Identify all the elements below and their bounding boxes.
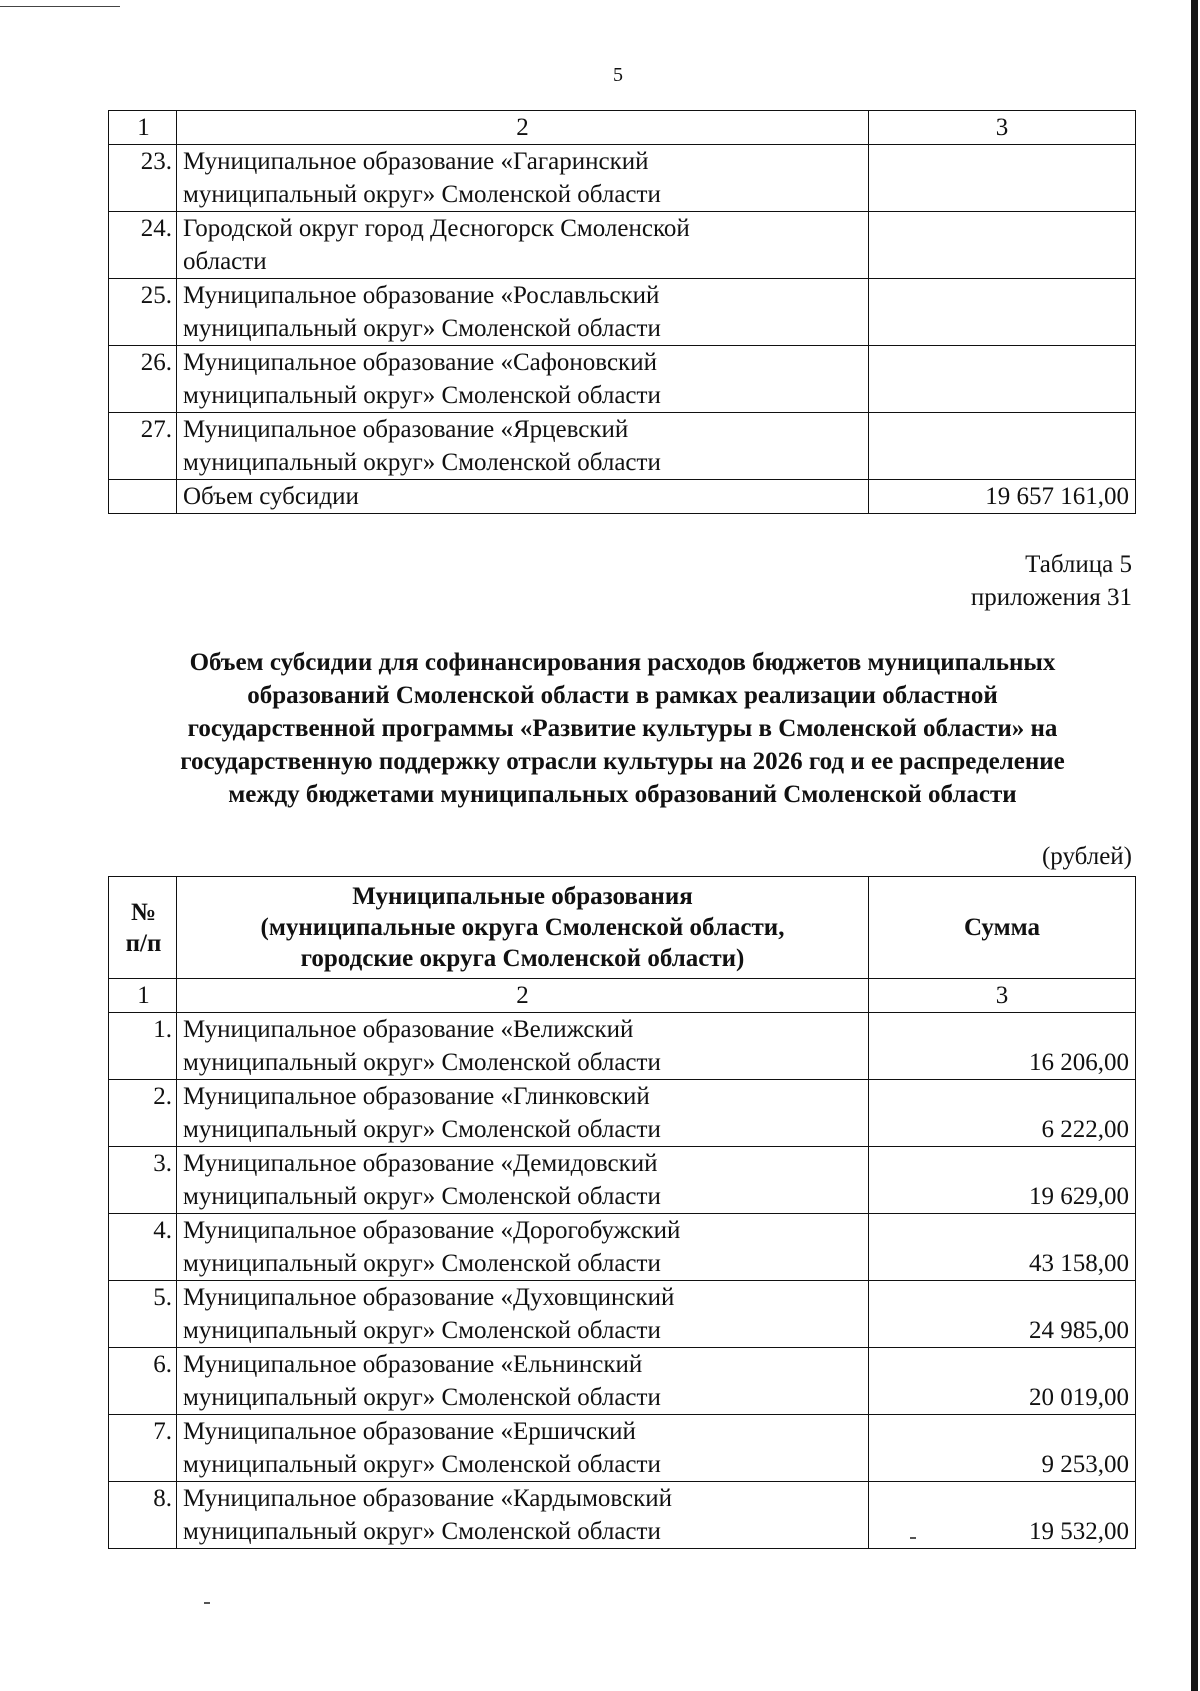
table-row [109,1348,1136,1415]
title-line: государственной программы «Развитие культуры в Смоленской области» на [187,715,1058,742]
total-row-number [109,480,177,514]
row-number: 23. [109,145,177,212]
subsidy-amount: 24 985,00 [869,1281,1136,1348]
municipality-name: Муниципальное образование «Глинковский муниципальный округ» Смоленской области [177,1080,869,1147]
row-number: 2. [109,1080,177,1147]
subsidy-amount: 6 222,00 [869,1080,1136,1147]
subsidy-amount: 19 532,00 [869,1482,1136,1549]
document-title [110,646,1135,811]
row-number: 27. [109,413,177,480]
column-number: 1 [109,979,177,1013]
table-header-row [109,877,1136,979]
table-row [109,1013,1136,1080]
row-number: 4. [109,1214,177,1281]
row-number: 8. [109,1482,177,1549]
subsidy-amount: 20 019,00 [869,1348,1136,1415]
municipality-name: Муниципальное образование «Кардымовский муниципальный округ» Смоленской области [177,1482,869,1549]
subsidy-amount: 19 629,00 [869,1147,1136,1214]
header-municipalities: Муниципальные образования (муниципальные округа Смоленской области, городские округа Смоленской области) [177,877,869,979]
header-number: № п/п [109,877,177,979]
table-row [109,1281,1136,1348]
column-number: 1 [109,111,177,145]
subsidy-amount [869,279,1136,346]
column-number: 3 [869,111,1136,145]
units-label: (рублей) [1041,843,1132,870]
title-line: государственную поддержку отрасли культуры на 2026 год и ее распределение [180,748,1065,775]
municipality-name: Муниципальное образование «Гагаринский муниципальный округ» Смоленской области [177,145,869,212]
row-number: 26. [109,346,177,413]
municipality-name: Городской округ город Десногорск Смоленской области [177,212,869,279]
row-number: 25. [109,279,177,346]
row-number: 7. [109,1415,177,1482]
table-row [109,1415,1136,1482]
municipality-name: Муниципальное образование «Ершичский муниципальный округ» Смоленской области [177,1415,869,1482]
table-row [109,346,1136,413]
municipality-name: Муниципальное образование «Духовщинский муниципальный округ» Смоленской области [177,1281,869,1348]
row-number: 3. [109,1147,177,1214]
municipality-name: Муниципальное образование «Сафоновский муниципальный округ» Смоленской области [177,346,869,413]
scan-edge-top [0,6,120,7]
appendix-number: приложения 31 [970,584,1132,611]
header-sum: Сумма [869,877,1136,979]
municipality-name: Муниципальное образование «Дорогобужский муниципальный округ» Смоленской области [177,1214,869,1281]
title-line: образований Смоленской области в рамках реализации областной [247,682,998,709]
subsidy-amount: 43 158,00 [869,1214,1136,1281]
row-number: 6. [109,1348,177,1415]
table-row [109,1482,1136,1549]
subsidy-amount [869,212,1136,279]
row-number: 24. [109,212,177,279]
scan-edge-right [1191,0,1198,1691]
column-number: 3 [869,979,1136,1013]
table-label [971,548,1132,614]
scan-speck [910,1537,916,1539]
municipality-name: Муниципальное образование «Рославльский муниципальный округ» Смоленской области [177,279,869,346]
column-number-row [109,979,1136,1013]
subsidy-amount [869,346,1136,413]
row-number: 5. [109,1281,177,1348]
municipality-name: Муниципальное образование «Демидовский муниципальный округ» Смоленской области [177,1147,869,1214]
row-number: 1. [109,1013,177,1080]
column-number: 2 [177,979,869,1013]
subsidy-amount [869,145,1136,212]
municipality-name: Муниципальное образование «Ельнинский муниципальный округ» Смоленской области [177,1348,869,1415]
table-number: Таблица 5 [1025,551,1132,578]
page-number: 5 [613,64,623,86]
municipality-name: Муниципальное образование «Ярцевский муниципальный округ» Смоленской области [177,413,869,480]
column-number-row [109,111,1136,145]
total-label: Объем субсидии [177,480,869,514]
subsidy-amount [869,413,1136,480]
scan-speck [204,1602,210,1604]
title-line: Объем субсидии для софинансирования расходов бюджетов муниципальных [189,649,1056,676]
continuation-table [108,110,1136,514]
subsidy-amount: 16 206,00 [869,1013,1136,1080]
table-row [109,145,1136,212]
title-line: между бюджетами муниципальных образований Смоленской области [228,781,1017,808]
subsidy-amount: 9 253,00 [869,1415,1136,1482]
table-row [109,1147,1136,1214]
table-row [109,279,1136,346]
table-row [109,1214,1136,1281]
table-row [109,1080,1136,1147]
column-number: 2 [177,111,869,145]
total-row [109,480,1136,514]
table-row [109,212,1136,279]
table-row [109,413,1136,480]
municipality-name: Муниципальное образование «Велижский муниципальный округ» Смоленской области [177,1013,869,1080]
subsidy-table [108,876,1136,1549]
total-value: 19 657 161,00 [869,480,1136,514]
